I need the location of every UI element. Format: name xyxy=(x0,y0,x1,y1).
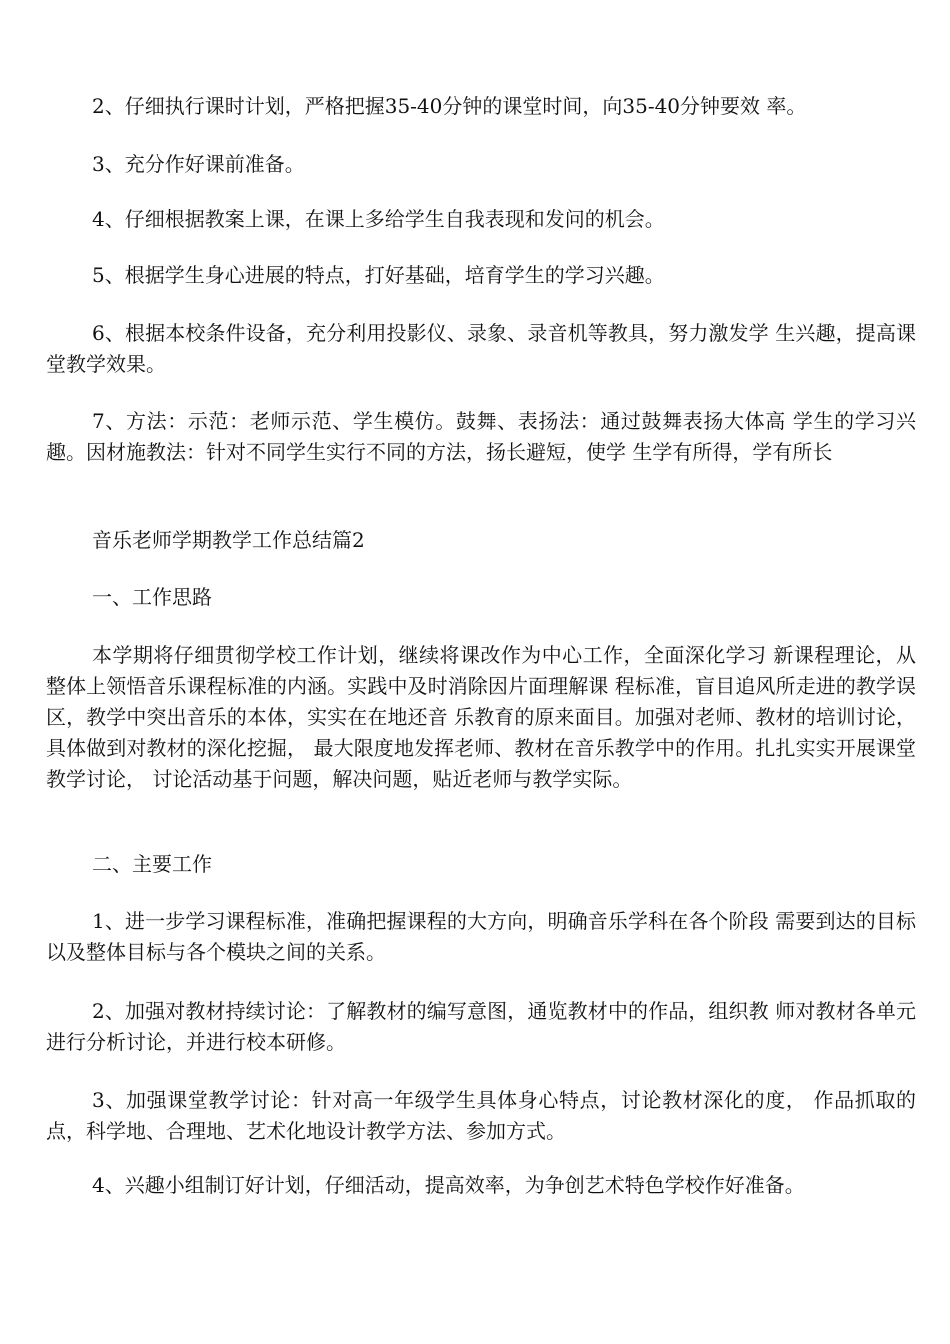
paragraph-main-4: 4、兴趣小组制订好计划，仔细活动，提高效率，为争创艺术特色学校作好准备。 xyxy=(92,1173,805,1197)
paragraph-main-3: 3、加强课堂教学讨论：针对高一年级学生具体身心特点，讨论教材深化的度， 作品抓取的点，科学地、合理地、艺术化地设计教学方法、参加方式。 xyxy=(46,1088,916,1143)
paragraph-2: 3、充分作好课前准备。 xyxy=(92,152,305,176)
paragraph-3: 4、仔细根据教案上课，在课上多给学生自我表现和发问的机会。 xyxy=(92,207,665,231)
paragraph-5: 6、根据本校条件设备，充分利用投影仪、录象、录音机等教具，努力激发学 生兴趣，提高课堂教学效果。 xyxy=(46,321,916,376)
heading-work-ideas: 一、工作思路 xyxy=(92,585,212,609)
paragraph-work-ideas: 本学期将仔细贯彻学校工作计划，继续将课改作为中心工作，全面深化学习 新课程理论，从整体上领悟音乐课程标准的内涵。实践中及时消除因片面理解课 程标准，盲目追风所走进的教学误区，教学中突出音乐的本体，实实在在地还音 乐教育的原来面目。加强对老师、教材的培训讨论，具体做到对教材的深化挖掘， 最大限度地发挥老师、教材在音乐教学中的作用。扎扎实实开展课堂教学讨论， 讨论活动基于问题，解决问题，贴近老师与教学实际。 xyxy=(46,643,916,791)
paragraph-main-2: 2、加强对教材持续讨论：了解教材的编写意图，通览教材中的作品，组织教 师对教材各单元进行分析讨论，并进行校本研修。 xyxy=(46,999,916,1054)
heading-main-work: 二、主要工作 xyxy=(92,852,212,876)
paragraph-6: 7、方法：示范：老师示范、学生模仿。鼓舞、表扬法：通过鼓舞表扬大体高 学生的学习兴趣。因材施教法：针对不同学生实行不同的方法，扬长避短，使学 生学有所得，学有所长 xyxy=(46,409,916,464)
paragraph-main-1: 1、进一步学习课程标准，准确把握课程的大方向，明确音乐学科在各个阶段 需要到达的目标以及整体目标与各个模块之间的关系。 xyxy=(46,909,916,964)
section-title: 音乐老师学期教学工作总结篇2 xyxy=(92,528,365,552)
paragraph-4: 5、根据学生身心进展的特点，打好基础，培育学生的学习兴趣。 xyxy=(92,263,665,287)
paragraph-1: 2、仔细执行课时计划，严格把握35-40分钟的课堂时间，向35-40分钟要效 率。 xyxy=(92,94,807,118)
